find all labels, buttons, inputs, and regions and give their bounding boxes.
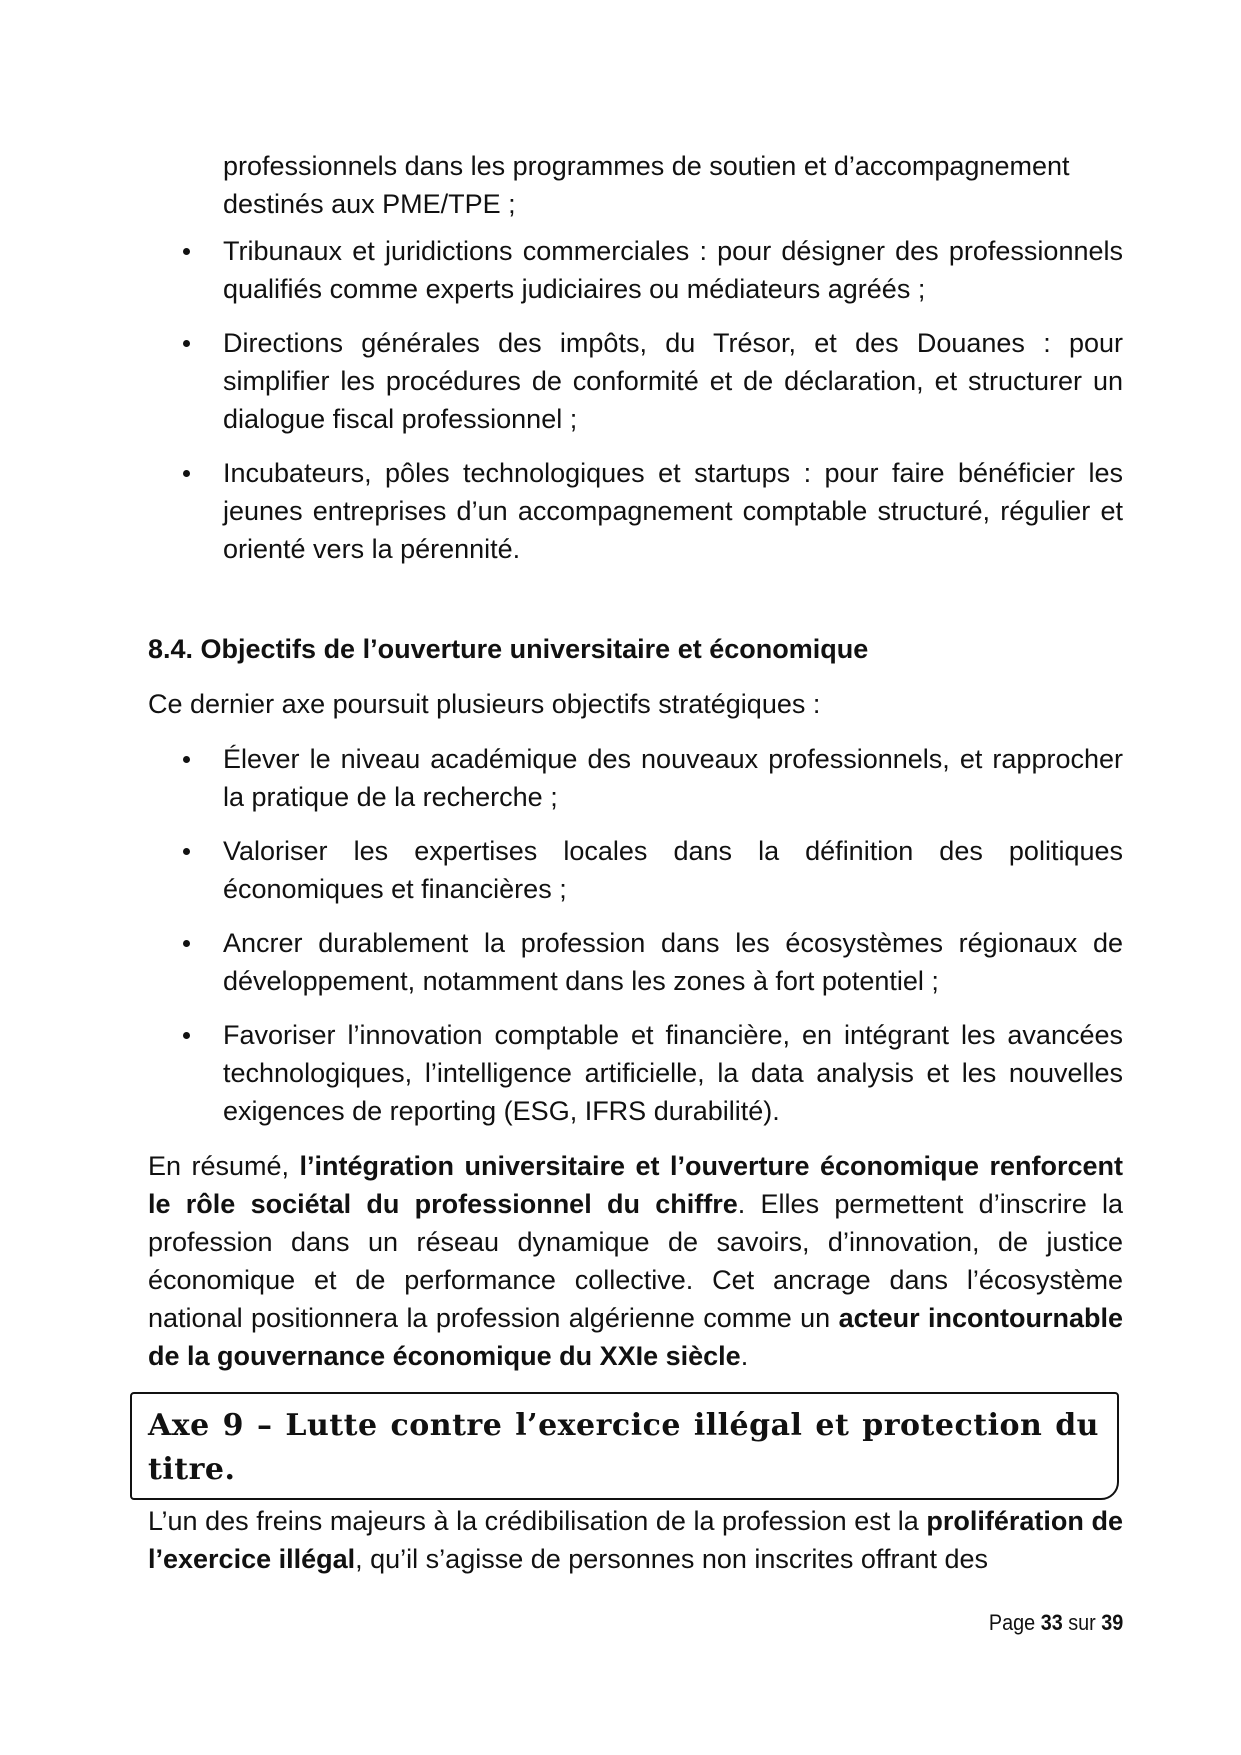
section-heading: 8.4. Objectifs de l’ouverture universitaire et économique	[148, 634, 869, 664]
bullet-icon	[183, 756, 190, 763]
bullet-icon	[183, 248, 190, 255]
summary-paragraph: En résumé, l’intégration universitaire et l’ouverture économique renforcent le rôle sociétal du professionnel du chiffre. Elles permettent d’inscrire la profession dans un réseau dynamique de savoirs, d’innovation, de justice économique et de performance collective. Cet ancrage dans l’écosystème national positionnera la profession algérienne comme un acteur incontournable de la gouvernance économique du XXIe siècle.	[148, 1151, 1124, 1371]
continuation-line-1: professionnels dans les programmes de soutien et d’accompagnement	[223, 151, 1070, 181]
axe-intro-bold: prolifération de l’exercice illégal	[148, 1506, 1123, 1574]
list-item: Incubateurs, pôles technologiques et startups : pour faire bénéficier les jeunes entreprises d’un accompagnement comptable structuré, régulier et orienté vers la pérennité.	[148, 454, 1123, 568]
institutions-list	[148, 232, 1123, 584]
axe-title: Axe 9 – Lutte contre l’exercice illégal et protection du titre.	[148, 1408, 1099, 1487]
bullet-icon	[183, 848, 190, 855]
total-pages-number: 39	[1100, 1610, 1123, 1635]
list-item: Ancrer durablement la profession dans les écosystèmes régionaux de développement, notamment dans les zones à fort potentiel ;	[148, 924, 1123, 1000]
page-footer: Page 33 sur 39	[988, 1610, 1123, 1635]
list-item: Favoriser l’innovation comptable et financière, en intégrant les avancées technologiques, l’intelligence artificielle, la data analysis et les nouvelles exigences de reporting (ESG, IFRS durabilité).	[148, 1016, 1123, 1130]
current-page-number: 33	[1040, 1610, 1063, 1635]
bullet-icon	[183, 340, 190, 347]
objectives-list	[148, 740, 1123, 1146]
list-item: Élever le niveau académique des nouveaux professionnels, et rapprocher la pratique de la recherche ;	[148, 740, 1123, 816]
continuation-line-2: destinés aux PME/TPE ;	[223, 189, 516, 219]
summary-bold-1: l’intégration universitaire et l’ouverture économique renforcent le rôle sociétal du professionnel du chiffre	[148, 1151, 1124, 1219]
axe-intro-paragraph: L’un des freins majeurs à la crédibilisation de la profession est la prolifération de l’exercice illégal, qu’il s’agisse de personnes non inscrites offrant des	[148, 1506, 1123, 1574]
section-intro: Ce dernier axe poursuit plusieurs objectifs stratégiques :	[148, 689, 821, 719]
list-item: Tribunaux et juridictions commerciales : pour désigner des professionnels qualifiés comme experts judiciaires ou médiateurs agréés ;	[148, 232, 1123, 308]
list-item: Valoriser les expertises locales dans la définition des politiques économiques et financières ;	[148, 832, 1123, 908]
bullet-icon	[183, 940, 190, 947]
summary-bold-2: acteur incontournable de la gouvernance économique du XXIe siècle	[148, 1303, 1123, 1371]
bullet-icon	[183, 1032, 190, 1039]
axe-heading-box	[130, 1392, 1119, 1500]
list-item: Directions générales des impôts, du Trésor, et des Douanes : pour simplifier les procédures de conformité et de déclaration, et structurer un dialogue fiscal professionnel ;	[148, 324, 1123, 438]
bullet-icon	[183, 470, 190, 477]
